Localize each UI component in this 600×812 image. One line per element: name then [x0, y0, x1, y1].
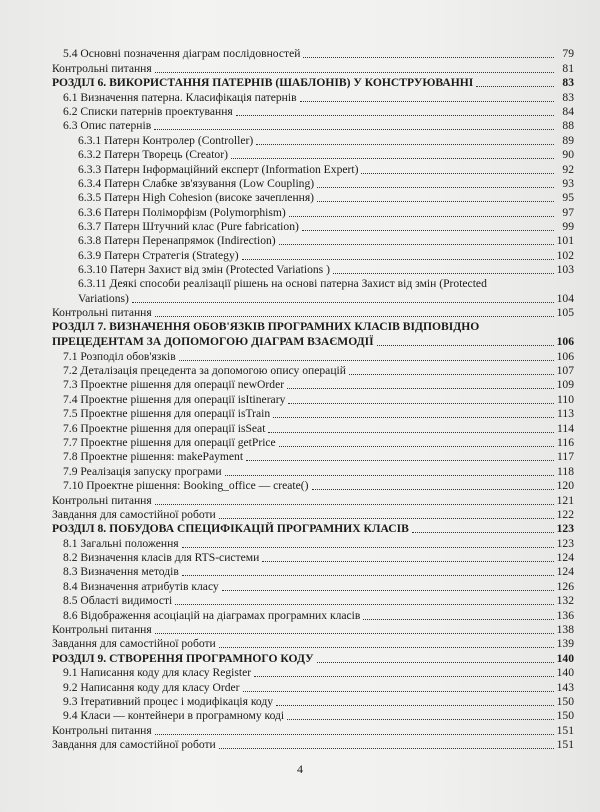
toc-entry-title: 6.3.4 Патерн Слабке зв'язування (Low Coupling) — [78, 176, 315, 190]
toc-entry-page: 123 — [556, 522, 574, 536]
toc-entry — [52, 479, 574, 493]
leader-dots — [361, 173, 554, 174]
toc-entry — [52, 493, 574, 507]
toc-entry — [52, 162, 574, 176]
leader-dots — [273, 417, 554, 418]
leader-dots — [175, 604, 554, 605]
toc-entry — [52, 680, 574, 694]
toc-entry-title: 6.3 Опис патернів — [63, 119, 152, 133]
leader-dots — [219, 518, 554, 519]
toc-entry-page: 124 — [556, 551, 574, 565]
leader-dots — [476, 86, 554, 87]
toc-entry — [52, 623, 574, 637]
leader-dots — [412, 532, 554, 533]
toc-entry — [52, 76, 574, 90]
toc-entry-title: Контрольні питання — [52, 723, 152, 737]
toc-entry-title: Контрольні питання — [52, 306, 152, 320]
toc-entry — [52, 565, 574, 579]
leader-dots — [242, 259, 554, 260]
toc-entry — [52, 536, 574, 550]
leader-dots — [182, 575, 554, 576]
toc-entry-title: 9.3 Ітеративний процес і модифікація коду — [63, 695, 274, 708]
toc-entry-title: 7.2 Деталізація прецедента за допомогою опису операцій — [63, 364, 346, 378]
toc-entry — [52, 551, 574, 565]
toc-entry-title: 7.5 Проектне рішення для операції isTrain — [63, 407, 271, 421]
toc-entry — [52, 450, 574, 464]
toc-entry-page: 83 — [562, 90, 574, 104]
leader-dots — [377, 345, 554, 346]
toc-entry-title: РОЗДІЛ 9. СТВОРЕННЯ ПРОГРАМНОГО КОДУ — [52, 651, 314, 665]
leader-dots — [363, 619, 554, 620]
toc-entry-title: 8.1 Загальні положення — [63, 536, 179, 550]
toc-entry — [52, 234, 574, 248]
toc-entry-title: Контрольні питання — [52, 493, 152, 507]
toc-entry — [52, 47, 574, 61]
toc-entry-page: 123 — [556, 536, 574, 550]
leader-dots — [243, 691, 554, 692]
toc-entry-page: 109 — [556, 378, 574, 392]
toc-entry-title: 9.4 Класи — контейнери в програмному коді — [63, 709, 285, 723]
toc-entry-page: 84 — [562, 104, 574, 118]
toc-entry-page: 117 — [557, 450, 574, 464]
toc-entry — [52, 119, 574, 133]
toc-entry-page: 102 — [556, 248, 574, 262]
toc-entry-page: 81 — [562, 61, 574, 75]
toc-entry-page: 126 — [556, 579, 574, 593]
toc-entry — [52, 637, 574, 651]
toc-entry — [52, 105, 574, 119]
leader-dots — [154, 129, 554, 130]
toc-entry-page: 106 — [556, 349, 574, 363]
toc-entry-title: 6.3.10 Патерн Захист від змін (Protected Variations ) — [78, 263, 330, 277]
leader-dots — [225, 475, 554, 476]
leader-dots — [132, 302, 554, 303]
toc-entry — [52, 508, 574, 522]
toc-entry — [52, 579, 574, 593]
leader-dots — [276, 705, 554, 706]
toc-entry-page: 113 — [557, 407, 574, 421]
leader-dots — [287, 388, 554, 389]
toc-entry-page: 124 — [556, 565, 574, 579]
toc-entry — [52, 148, 574, 162]
toc-entry-title: РОЗДІЛ 8. ПОБУДОВА СПЕЦИФІКАЦІЙ ПРОГРАМНИХ КЛАСІВ — [52, 522, 409, 536]
toc-entry — [52, 277, 574, 306]
toc-entry-page: 89 — [562, 133, 574, 147]
page-number: 4 — [297, 762, 303, 776]
toc-entry-page: 121 — [556, 493, 574, 507]
toc-entry-title: 7.9 Реалізація запуску програми — [63, 464, 222, 478]
toc-entry — [52, 320, 574, 349]
leader-dots — [333, 273, 554, 274]
toc-entry-title: 8.4 Визначення атрибутів класу — [63, 579, 219, 593]
leader-dots — [155, 633, 554, 634]
toc-entry-page: 92 — [562, 162, 574, 176]
toc-entry-title: РОЗДІЛ 6. ВИКОРИСТАННЯ ПАТЕРНІВ (ШАБЛОНІВ) У КОНСТРУЮВАННІ — [52, 76, 474, 90]
toc-entry — [52, 61, 574, 75]
leader-dots — [317, 662, 554, 663]
toc-entry — [52, 205, 574, 219]
toc-entry-title: 6.2 Списки патернів проектування — [63, 104, 233, 118]
toc-entry — [52, 407, 574, 421]
toc-entry-page: 106 — [556, 335, 574, 349]
toc-entry-page: 140 — [556, 651, 574, 665]
toc-entry-page: 122 — [556, 507, 574, 521]
toc-entry-page: 79 — [562, 47, 574, 61]
toc-entry-title: 7.4 Проектне рішення для операції isItinerary — [63, 392, 286, 406]
leader-dots — [219, 647, 554, 648]
leader-dots — [155, 734, 554, 735]
toc-entry — [52, 248, 574, 262]
toc-entry-page: 120 — [556, 479, 574, 493]
toc-entry — [52, 378, 574, 392]
toc-entry — [52, 306, 574, 320]
toc-entry-page: 132 — [556, 594, 574, 608]
toc-entry-title: 6.3.8 Патерн Перенапрямок (Indirection) — [78, 234, 276, 248]
toc-entry-page: 105 — [556, 306, 574, 320]
toc-entry — [52, 695, 574, 709]
toc-entry-title: 6.3.11 Деякі способи реалізації рішень на основі патерна Захист від змін (Protected — [78, 277, 487, 291]
toc-entry-page: 140 — [556, 666, 574, 680]
toc-entry-page: 97 — [562, 205, 574, 219]
leader-dots — [262, 561, 554, 562]
toc-entry — [52, 738, 574, 752]
toc-entry-title: 7.3 Проектне рішення для операції newOrder — [63, 378, 285, 392]
leader-dots — [302, 230, 554, 231]
toc-entry-title: 6.3.9 Патерн Стратегія (Strategy) — [78, 248, 239, 262]
toc-entry — [52, 90, 574, 104]
toc-entry-title: 6.3.7 Патерн Штучний клас (Pure fabrication) — [78, 220, 299, 234]
toc-entry-title: Контрольні питання — [52, 61, 152, 75]
leader-dots — [317, 201, 554, 202]
toc-entry-page: 83 — [562, 76, 574, 90]
leader-dots — [287, 719, 554, 720]
table-of-contents — [52, 47, 574, 752]
toc-entry-page: 151 — [556, 738, 574, 752]
leader-dots — [155, 72, 554, 73]
toc-entry-title: 8.2 Визначення класів для RTS-системи — [63, 551, 260, 565]
leader-dots — [246, 460, 554, 461]
toc-entry-title: 7.1 Розподіл обов'язків — [63, 349, 176, 363]
toc-entry-title: 6.3.3 Патерн Інформаційний експерт (Information Expert) — [78, 162, 359, 176]
toc-entry — [52, 191, 574, 205]
toc-entry — [52, 436, 574, 450]
leader-dots — [312, 489, 554, 490]
toc-entry-title: 9.2 Написання коду для класу Order — [63, 680, 240, 694]
leader-dots — [256, 144, 554, 145]
toc-entry — [52, 133, 574, 147]
toc-entry-title: Контрольні питання — [52, 623, 152, 637]
toc-entry-title: Завдання для самостійної роботи — [52, 637, 216, 651]
leader-dots — [317, 187, 554, 188]
toc-entry-page: 136 — [556, 608, 574, 622]
toc-entry — [52, 392, 574, 406]
toc-entry — [52, 364, 574, 378]
toc-entry-title: 5.4 Основні позначення діаграм послідовностей — [63, 47, 301, 61]
toc-entry — [52, 177, 574, 191]
leader-dots — [155, 316, 554, 317]
toc-entry-title: 6.3.6 Патерн Поліморфізм (Polymorphism) — [78, 205, 286, 219]
toc-entry-title: РОЗДІЛ 7. ВИЗНАЧЕННЯ ОБОВ'ЯЗКІВ ПРОГРАМНИХ КЛАСІВ ВІДПОВІДНО — [52, 320, 480, 334]
toc-entry-title: Завдання для самостійної роботи — [52, 507, 216, 521]
toc-entry-title: 7.6 Проектне рішення для операції isSeat — [63, 421, 266, 435]
toc-entry — [52, 421, 574, 435]
toc-entry-page: 114 — [557, 421, 574, 435]
leader-dots — [300, 101, 554, 102]
toc-entry-page: 143 — [556, 680, 574, 694]
leader-dots — [231, 158, 554, 159]
toc-entry-page: 88 — [562, 119, 574, 133]
toc-entry-page: 150 — [556, 695, 574, 708]
toc-entry — [52, 608, 574, 622]
toc-entry-title: 6.3.1 Патерн Контролер (Controller) — [78, 133, 254, 147]
toc-entry — [52, 220, 574, 234]
toc-entry-page: 151 — [556, 723, 574, 737]
toc-entry-title: Завдання для самостійної роботи — [52, 738, 216, 752]
leader-dots — [289, 216, 554, 217]
toc-entry-title: 7.7 Проектне рішення для операції getPrice — [63, 435, 276, 449]
leader-dots — [236, 115, 554, 116]
toc-entry-page: 107 — [556, 364, 574, 378]
toc-entry — [52, 666, 574, 680]
toc-entry-page: 101 — [556, 234, 574, 248]
leader-dots — [303, 57, 554, 58]
toc-entry — [52, 651, 574, 665]
toc-entry-page: 110 — [557, 392, 574, 406]
toc-entry — [52, 464, 574, 478]
toc-entry-page: 99 — [562, 220, 574, 234]
toc-entry — [52, 522, 574, 536]
toc-entry-page: 138 — [556, 623, 574, 637]
toc-entry-page: 116 — [557, 435, 574, 449]
leader-dots — [155, 504, 554, 505]
toc-entry-title: 9.1 Написання коду для класу Register — [63, 666, 252, 680]
leader-dots — [254, 676, 554, 677]
toc-entry-title: 8.6 Відображення асоціацій на діаграмах програмних класів — [63, 608, 361, 622]
leader-dots — [268, 432, 554, 433]
leader-dots — [349, 374, 554, 375]
toc-entry-page: 95 — [562, 191, 574, 205]
toc-entry-page: 104 — [556, 292, 574, 306]
toc-entry — [52, 594, 574, 608]
toc-entry-page: 103 — [556, 263, 574, 277]
toc-entry-title: 8.3 Визначення методів — [63, 565, 179, 579]
toc-entry-page: 90 — [562, 148, 574, 162]
toc-entry-title-cont: Variations) — [78, 292, 129, 306]
toc-entry-title: 6.3.2 Патерн Творець (Creator) — [78, 148, 228, 162]
leader-dots — [222, 590, 554, 591]
toc-entry-title: 6.3.5 Патерн High Cohesion (високе зачеплення) — [78, 191, 315, 205]
toc-entry-title-cont: ПРЕЦЕДЕНТАМ ЗА ДОПОМОГОЮ ДІАГРАМ ВЗАЄМОДІЇ — [52, 335, 374, 349]
toc-entry-title: 7.10 Проектне рішення: Booking_office — create() — [63, 479, 309, 493]
toc-entry-title: 7.8 Проектне рішення: makePayment — [63, 450, 244, 464]
leader-dots — [179, 360, 554, 361]
toc-entry — [52, 263, 574, 277]
leader-dots — [279, 244, 554, 245]
toc-entry-page: 150 — [556, 709, 574, 723]
toc-entry-page: 93 — [562, 176, 574, 190]
toc-entry — [52, 709, 574, 723]
toc-entry — [52, 349, 574, 363]
toc-entry-page: 139 — [556, 637, 574, 651]
toc-entry — [52, 723, 574, 737]
leader-dots — [288, 403, 554, 404]
toc-entry-title: 8.5 Області видимості — [63, 594, 173, 608]
leader-dots — [182, 547, 554, 548]
leader-dots — [219, 748, 554, 749]
toc-entry-page: 118 — [557, 464, 574, 478]
toc-entry-title: 6.1 Визначення патерна. Класифікація патернів — [63, 90, 297, 104]
leader-dots — [279, 446, 554, 447]
